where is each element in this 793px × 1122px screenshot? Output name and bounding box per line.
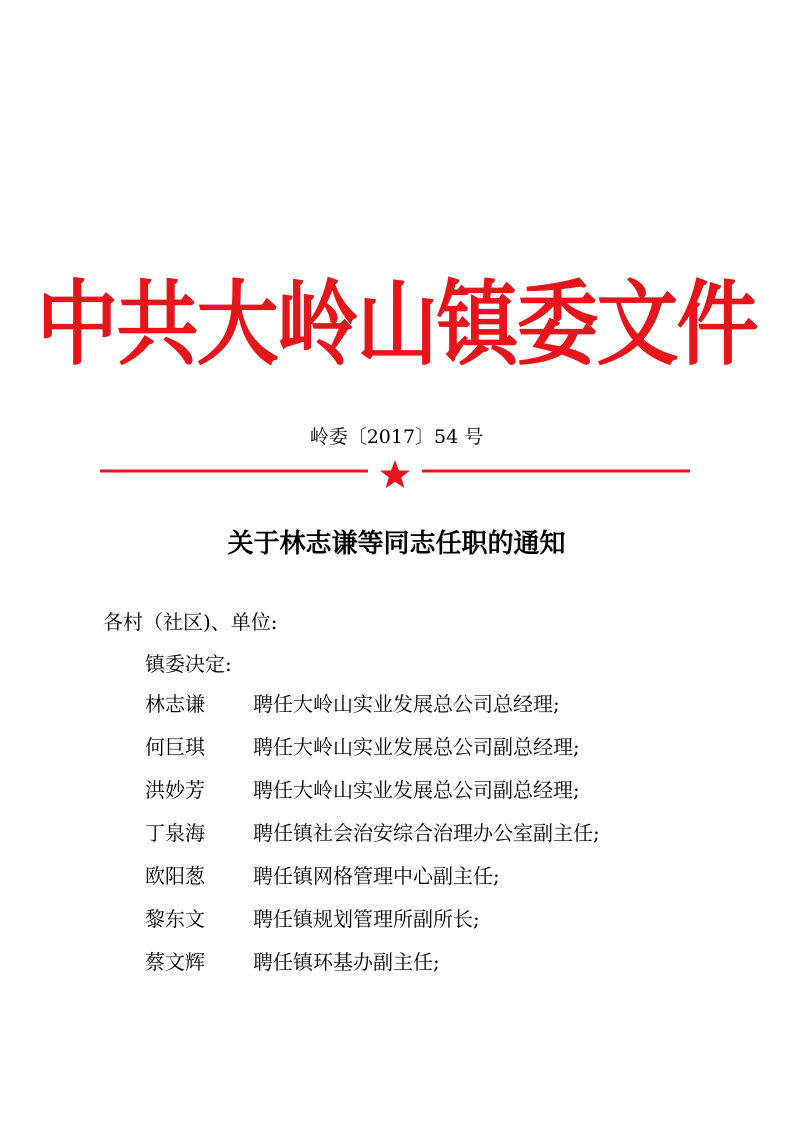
decision-intro: 镇委决定: [145, 652, 232, 676]
appointee-name: 丁泉海 [145, 821, 205, 845]
appointment-post: 聘任大岭山实业发展总公司总经理; [253, 692, 560, 716]
salutation: 各村（社区)、单位: [103, 610, 278, 634]
appointment-post: 聘任镇环基办副主任; [253, 950, 440, 974]
document-number: 岭委〔2017〕54 号 [309, 426, 484, 448]
appointment-row [145, 819, 705, 862]
appointment-row [145, 733, 705, 776]
appointment-post: 聘任大岭山实业发展总公司副总经理; [253, 735, 580, 759]
star-icon [380, 460, 410, 488]
appointee-name: 林志谦 [145, 692, 205, 716]
appointment-row [145, 690, 705, 733]
appointee-name: 蔡文辉 [145, 950, 205, 974]
appointment-row [145, 776, 705, 819]
notice-title: 关于林志谦等同志任职的通知 [227, 529, 566, 559]
appointee-name: 洪妙芳 [145, 778, 205, 802]
document-masthead: 中共大岭山镇委文件 [36, 272, 757, 379]
appointment-post: 聘任镇网格管理中心副主任; [253, 864, 500, 888]
appointee-name: 欧阳葱 [145, 864, 205, 888]
appointment-row [145, 862, 705, 905]
appointee-name: 黎东文 [145, 907, 205, 931]
appointment-post: 聘任大岭山实业发展总公司副总经理; [253, 778, 580, 802]
appointment-list [145, 690, 705, 991]
appointee-name: 何巨琪 [145, 735, 205, 759]
appointment-row [145, 948, 705, 991]
appointment-post: 聘任镇规划管理所副所长; [253, 907, 480, 931]
appointment-post: 聘任镇社会治安综合治理办公室副主任; [253, 821, 600, 845]
red-divider [100, 458, 690, 492]
appointment-row [145, 905, 705, 948]
